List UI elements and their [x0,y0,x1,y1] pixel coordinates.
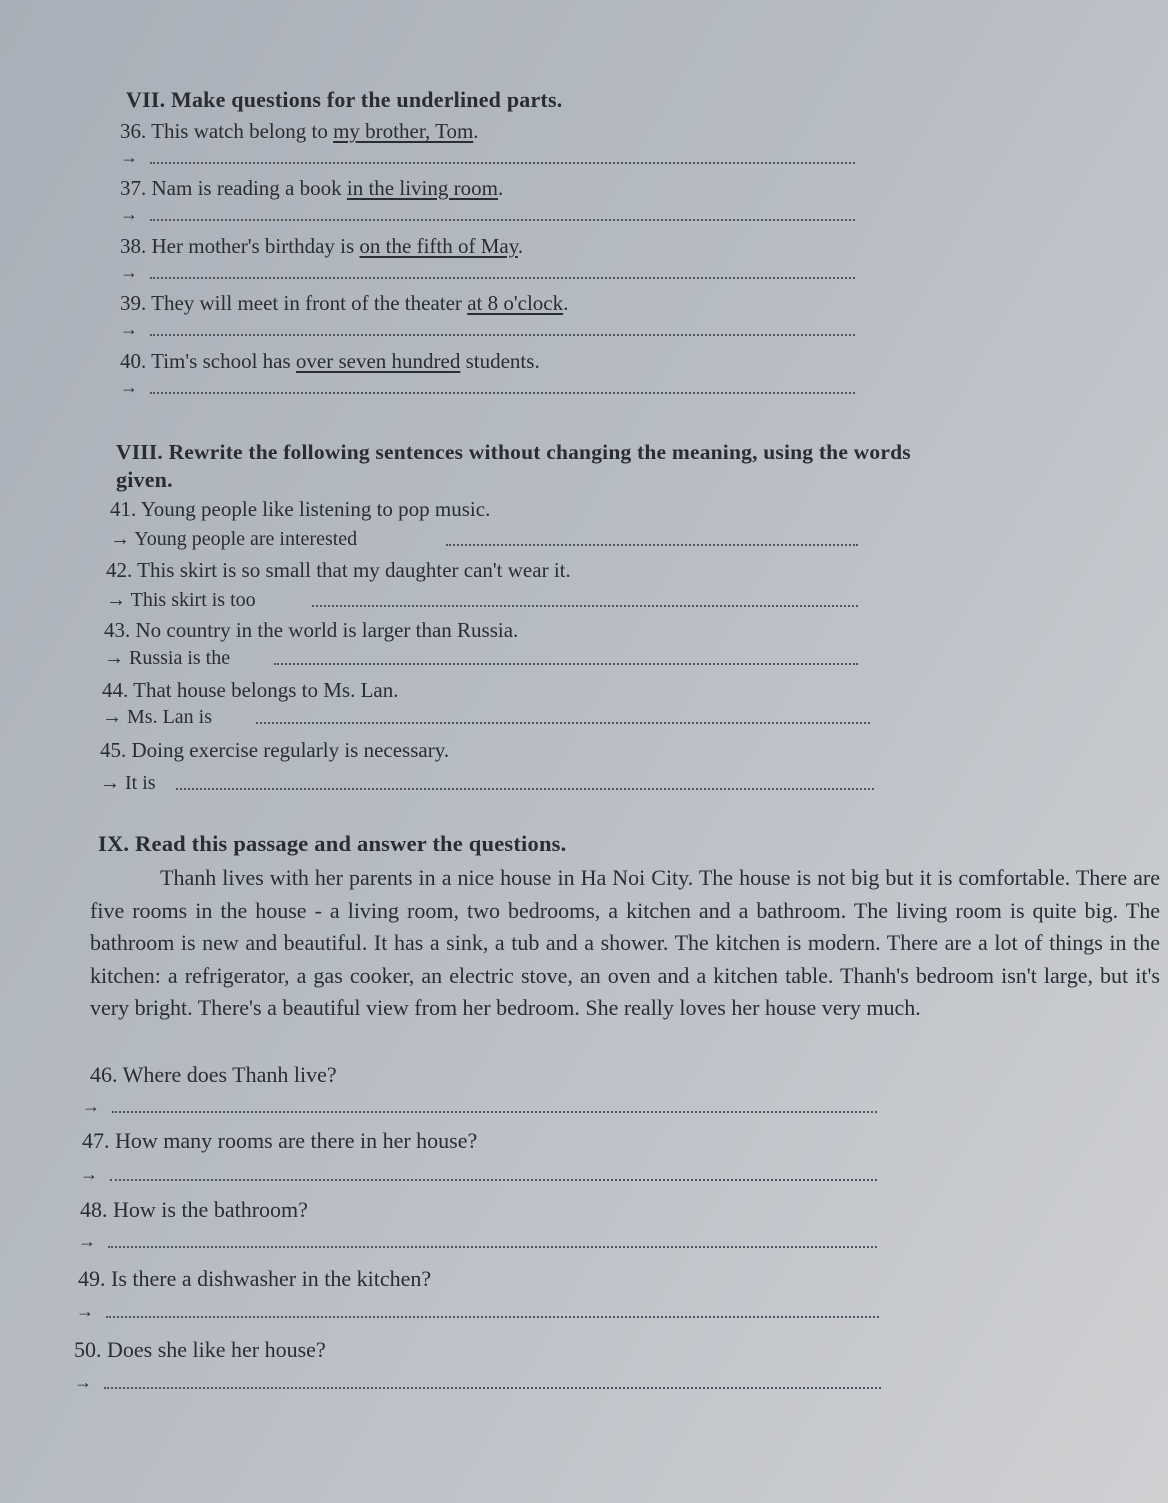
answer-line-38[interactable] [120,261,855,283]
rewrite-line-45[interactable] [100,772,874,794]
question-text-end: . [497,176,504,200]
question-49: 49. Is there a dishwasher in the kitchen? [78,1266,432,1291]
rewrite-prompt: → Ms. Lan is [102,706,212,728]
rewrite-line-41[interactable] [110,528,858,550]
answer-line-36[interactable] [120,146,855,168]
question-48: 48. How is the bathroom? [80,1197,308,1222]
rewrite-line-42[interactable] [106,589,858,611]
answer-line-39[interactable] [120,318,855,340]
rewrite-sentence-42: 42. This skirt is so small that my daughter can't wear it. [106,558,571,582]
rewrite-sentence-45: 45. Doing exercise regularly is necessary. [100,738,450,762]
question-text: 36. This watch belong to [120,119,334,143]
rewrite-prompt: → Young people are interested [110,528,358,550]
dotted-blank [150,219,855,221]
section8-heading-line2: given. [116,467,173,492]
answer-line-48[interactable] [78,1230,877,1252]
underlined-part: on the fifth of May [359,234,518,258]
dotted-blank [110,1179,877,1181]
arrow-icon: → [78,1231,96,1251]
dotted-blank [150,334,855,336]
question-text: 37. Nam is reading a book [120,176,347,200]
rewrite-sentence-44: 44. That house belongs to Ms. Lan. [102,678,399,702]
dotted-blank [274,663,858,665]
dotted-blank [446,544,858,546]
arrow-icon: → [120,377,138,397]
question-47: 47. How many rooms are there in her house? [82,1128,478,1153]
arrow-icon: → [120,204,138,224]
dotted-blank [150,162,855,164]
rewrite-line-43[interactable] [104,647,858,669]
answer-line-46[interactable] [82,1095,877,1117]
question-36 [120,118,479,144]
question-40 [120,348,540,374]
arrow-icon: → [74,1372,92,1392]
question-39 [120,290,568,316]
answer-line-50[interactable] [74,1371,881,1393]
dotted-blank [256,722,870,724]
dotted-blank [150,277,855,279]
rewrite-sentence-41: 41. Young people like listening to pop music. [110,497,491,521]
question-text: 39. They will meet in front of the theater [120,291,468,315]
underlined-part: in the living room [346,176,498,200]
arrow-icon: → [76,1301,94,1321]
answer-line-49[interactable] [76,1300,879,1322]
reading-passage: Thanh lives with her parents in a nice house in Ha Noi City. The house is not big but it is comfortable. There are five rooms in the house - a living room, two bedrooms, a kitchen and a bathroom. The living room is quite big. The bathroom is new and beautiful. It has a sink, a tub and a shower. The kitchen is modern. There are a lot of things in the kitchen: a refrigerator, a gas cooker, an electric stove, an oven and a kitchen table. Thanh's bedroom isn't large, but it's very bright. There's a beautiful view from her bedroom. She really loves her house very much. [90,865,1160,1020]
question-50: 50. Does she like her house? [74,1337,326,1362]
dotted-blank [104,1387,881,1389]
arrow-icon: → [120,319,138,339]
rewrite-line-44[interactable] [102,706,870,728]
rewrite-sentence-43: 43. No country in the world is larger than Russia. [104,618,519,642]
arrow-icon: → [120,262,138,282]
rewrite-prompt: → This skirt is too [106,589,256,611]
dotted-blank [150,392,855,394]
question-46: 46. Where does Thanh live? [90,1062,337,1087]
underlined-part: over seven hundred [295,349,461,373]
underlined-part: at 8 o'clock [467,291,564,315]
underlined-part: my brother, Tom [333,119,474,143]
dotted-blank [108,1246,877,1248]
dotted-blank [312,605,858,607]
arrow-icon: → [82,1096,100,1116]
question-text-end: . [517,234,524,258]
answer-line-40[interactable] [120,376,855,398]
rewrite-prompt: → It is [100,772,156,794]
section8-heading-line1: VIII. Rewrite the following sentences without changing the meaning, using the words [116,440,911,464]
question-text: 40. Tim's school has [120,349,296,373]
section9-heading: IX. Read this passage and answer the questions. [98,831,567,856]
question-text-end: students. [460,349,540,373]
question-38 [120,233,523,259]
arrow-icon: → [80,1164,98,1184]
question-text: 38. Her mother's birthday is [120,234,360,258]
rewrite-prompt: → Russia is the [104,647,231,669]
answer-line-47[interactable] [80,1163,877,1185]
question-37 [120,175,503,201]
answer-line-37[interactable] [120,203,855,225]
dotted-blank [106,1316,879,1318]
question-text-end: . [563,291,569,315]
dotted-blank [176,788,874,790]
question-text-end: . [473,119,479,143]
dotted-blank [112,1111,877,1113]
section7-heading: VII. Make questions for the underlined parts. [126,87,563,112]
arrow-icon: → [120,147,138,167]
